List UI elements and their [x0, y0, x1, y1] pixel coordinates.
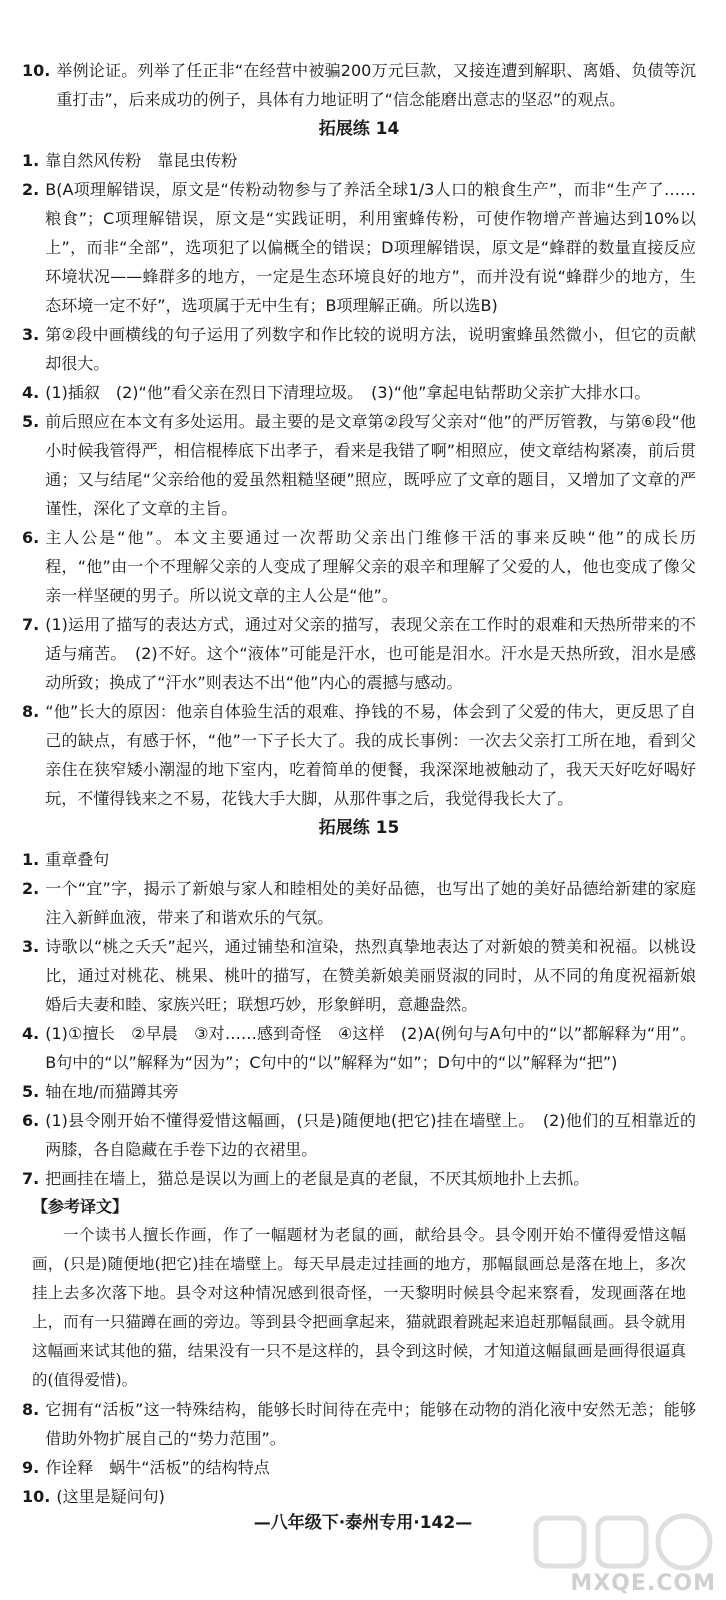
answer-number: 6. [22, 528, 40, 547]
answer-item [22, 175, 696, 320]
answer-number: 5. [22, 1082, 40, 1101]
page-footer: —八年级下·泰州专用·142— [253, 1513, 473, 1533]
answer-number: 2. [22, 180, 40, 199]
answer-item [22, 697, 696, 813]
answer-text: 轴在地/而猫蹲其旁 [45, 1082, 179, 1101]
section-14-title: 拓展练 14 [318, 119, 400, 139]
answer-number: 3. [22, 325, 40, 344]
answer-number: 3. [22, 937, 40, 956]
answer-item [22, 1395, 696, 1453]
answer-text: 作诠释 蜗牛“活板”的结构特点 [45, 1458, 270, 1477]
answer-text: (1)插叙 (2)“他”看父亲在烈日下清理垃圾。 (3)“他”拿起电钻帮助父亲扩大排水口。 [45, 383, 651, 402]
section-14-items [22, 146, 696, 813]
section-15-items-after [22, 1395, 696, 1511]
answer-item [22, 523, 696, 610]
answer-number: 5. [22, 412, 40, 431]
answer-text: 把画挂在墙上，猫总是误以为画上的老鼠是真的老鼠，不厌其烦地扑上去抓。 [45, 1169, 590, 1188]
answer-item [22, 932, 696, 1019]
answer-text: 一个“宜”字，揭示了新娘与家人和睦相处的美好品德，也写出了她的美好品德给新建的家庭注入新鲜血液，带来了和谐欢乐的气氛。 [45, 879, 696, 927]
answer-text: 主人公是“他”。本文主要通过一次帮助父亲出门维修干活的事来反映“他”的成长历程，“他”由一个不理解父亲的人变成了理解父亲的艰辛和理解了父爱的人，他也变成了像父亲一样坚硬的男子。所以说文章的主人公是“他”。 [45, 528, 696, 605]
answer-item [22, 56, 696, 114]
watermark-text: MXQE.COM [570, 1571, 716, 1596]
answer-item [22, 874, 696, 932]
answer-number: 7. [22, 615, 40, 634]
reference-translation-text: 一个读书人擅长作画，作了一幅题材为老鼠的画，献给县令。县令刚开始不懂得爱惜这幅画，(只是)随便地(把它)挂在墙壁上。每天早晨走过挂画的地方，那幅鼠画总是落在地上，多次挂上去多次落下地。县令对这种情况感到很奇怪，一天黎明时候县令起来察看，发现画落在地上，而有一只猫蹲在画的旁边。等到县令把画拿起来，猫就跟着跳起来追赶那幅鼠画。县令就用这幅画来试其他的猫，结果没有一只不是这样的，县令到这时候，才知道这幅鼠画是画得很逼真的(值得爱惜)。 [32, 1226, 686, 1389]
answer-number: 4. [22, 1024, 40, 1043]
answer-number: 2. [22, 879, 40, 898]
answer-item [22, 1164, 696, 1193]
answer-text: (1)运用了描写的表达方式，通过对父亲的描写，表现父亲在工作时的艰难和天热所带来的不适与痛苦。 (2)不好。这个“液体”可能是汗水，也可能是泪水。汗水是天热所致，泪水是感动所致；换成了“汗水”则表达不出“他”内心的震撼与感动。 [45, 615, 696, 692]
answer-item [22, 1106, 696, 1164]
answer-text: 重章叠句 [45, 850, 110, 869]
answer-number: 7. [22, 1169, 40, 1188]
answer-text: B(A项理解错误，原文是“传粉动物参与了养活全球1/3人口的粮食生产”，而非“生产了……粮食”；C项理解错误，原文是“实践证明，利用蜜蜂传粉，可使作物增产普遍达到10%以上”，而非“全部”，选项犯了以偏概全的错误；D项理解错误，原文是“蜂群的数量直接反应环境状况——蜂群多的地方，一定是生态环境良好的地方”，而并没有说“蜂群少的地方，生态环境一定不好”，选项属于无中生有；B项理解正确。所以选B) [45, 180, 696, 315]
answer-text: 靠自然风传粉 靠昆虫传粉 [45, 151, 238, 170]
answer-text: (这里是疑问句) [56, 1487, 165, 1506]
answer-text: 诗歌以“桃之夭夭”起兴，通过铺垫和渲染，热烈真挚地表达了对新娘的赞美和祝福。以桃设比，通过对桃花、桃果、桃叶的描写，在赞美新娘美丽贤淑的同时，从不同的角度祝福新娘婚后夫妻和睦、家族兴旺；联想巧妙，形象鲜明，意趣盎然。 [45, 937, 696, 1014]
answer-text: (1)县令刚开始不懂得爱惜这幅画，(只是)随便地(把它)挂在墙壁上。 (2)他们的互相靠近的两膝，各自隐藏在手卷下边的衣裙里。 [45, 1111, 696, 1159]
answer-item [22, 146, 696, 175]
answer-text: 第②段中画横线的句子运用了列数字和作比较的说明方法，说明蜜蜂虽然微小，但它的贡献却很大。 [45, 325, 696, 373]
answer-item [22, 407, 696, 523]
reference-translation-title: 【参考译文】 [32, 1197, 129, 1216]
answer-text: 它拥有“活板”这一特殊结构，能够长时间待在壳中；能够在动物的消化液中安然无恙；能够借助外物扩展自己的“势力范围”。 [45, 1400, 696, 1448]
section-15-items [22, 845, 696, 1193]
answer-item [22, 378, 696, 407]
answer-number: 1. [22, 151, 40, 170]
answer-number: 8. [22, 1400, 40, 1419]
answer-text: 前后照应在本文有多处运用。最主要的是文章第②段写父亲对“他”的严厉管教，与第⑥段“他小时候我管得严，相信棍棒底下出孝子，看来是我错了啊”相照应，使文章结构紧凑，前后贯通；又与结尾“父亲给他的爱虽然粗糙坚硬”照应，既呼应了文章的题目，又增加了文章的严谨性，深化了文章的主旨。 [45, 412, 696, 518]
answer-text: “他”长大的原因：他亲自体验生活的艰难、挣钱的不易，体会到了父爱的伟大，更反思了自己的缺点，有感于怀，“他”一下子长大了。我的成长事例：一次去父亲打工所在地，看到父亲住在狭窄矮小潮湿的地下室内，吃着简单的便餐，我深深地被触动了，我天天好吃好喝好玩，不懂得钱来之不易，花钱大手大脚，从那件事之后，我觉得我长大了。 [45, 702, 696, 808]
answer-number: 8. [22, 702, 40, 721]
answer-number: 10. [22, 61, 51, 80]
top-items [22, 56, 696, 114]
answer-item [22, 610, 696, 697]
answer-content [22, 56, 696, 1511]
answer-number: 9. [22, 1458, 40, 1477]
answer-text: 举例论证。列举了任正非“在经营中被骗200万元巨款，又接连遭到解职、离婚、负债等沉重打击”，后来成功的例子，具体有力地证明了“信念能磨出意志的坚忍”的观点。 [56, 61, 696, 109]
answer-number: 4. [22, 383, 40, 402]
answer-number: 1. [22, 850, 40, 869]
answer-number: 6. [22, 1111, 40, 1130]
answer-number: 10. [22, 1487, 51, 1506]
answer-item [22, 1482, 696, 1511]
answer-stamp-icon [528, 1512, 718, 1578]
answer-item [22, 1019, 696, 1077]
answer-item [22, 1453, 696, 1482]
answer-text: (1)①擅长 ②早晨 ③对……感到奇怪 ④这样 (2)A(例句与A句中的“以”都解释为“用”。B句中的“以”解释为“因为”；C句中的“以”解释为“如”；D句中的“以”解释为“把”) [45, 1024, 696, 1072]
answer-item [22, 845, 696, 874]
answer-item [22, 1077, 696, 1106]
section-15-title: 拓展练 15 [318, 818, 400, 838]
answer-item [22, 320, 696, 378]
